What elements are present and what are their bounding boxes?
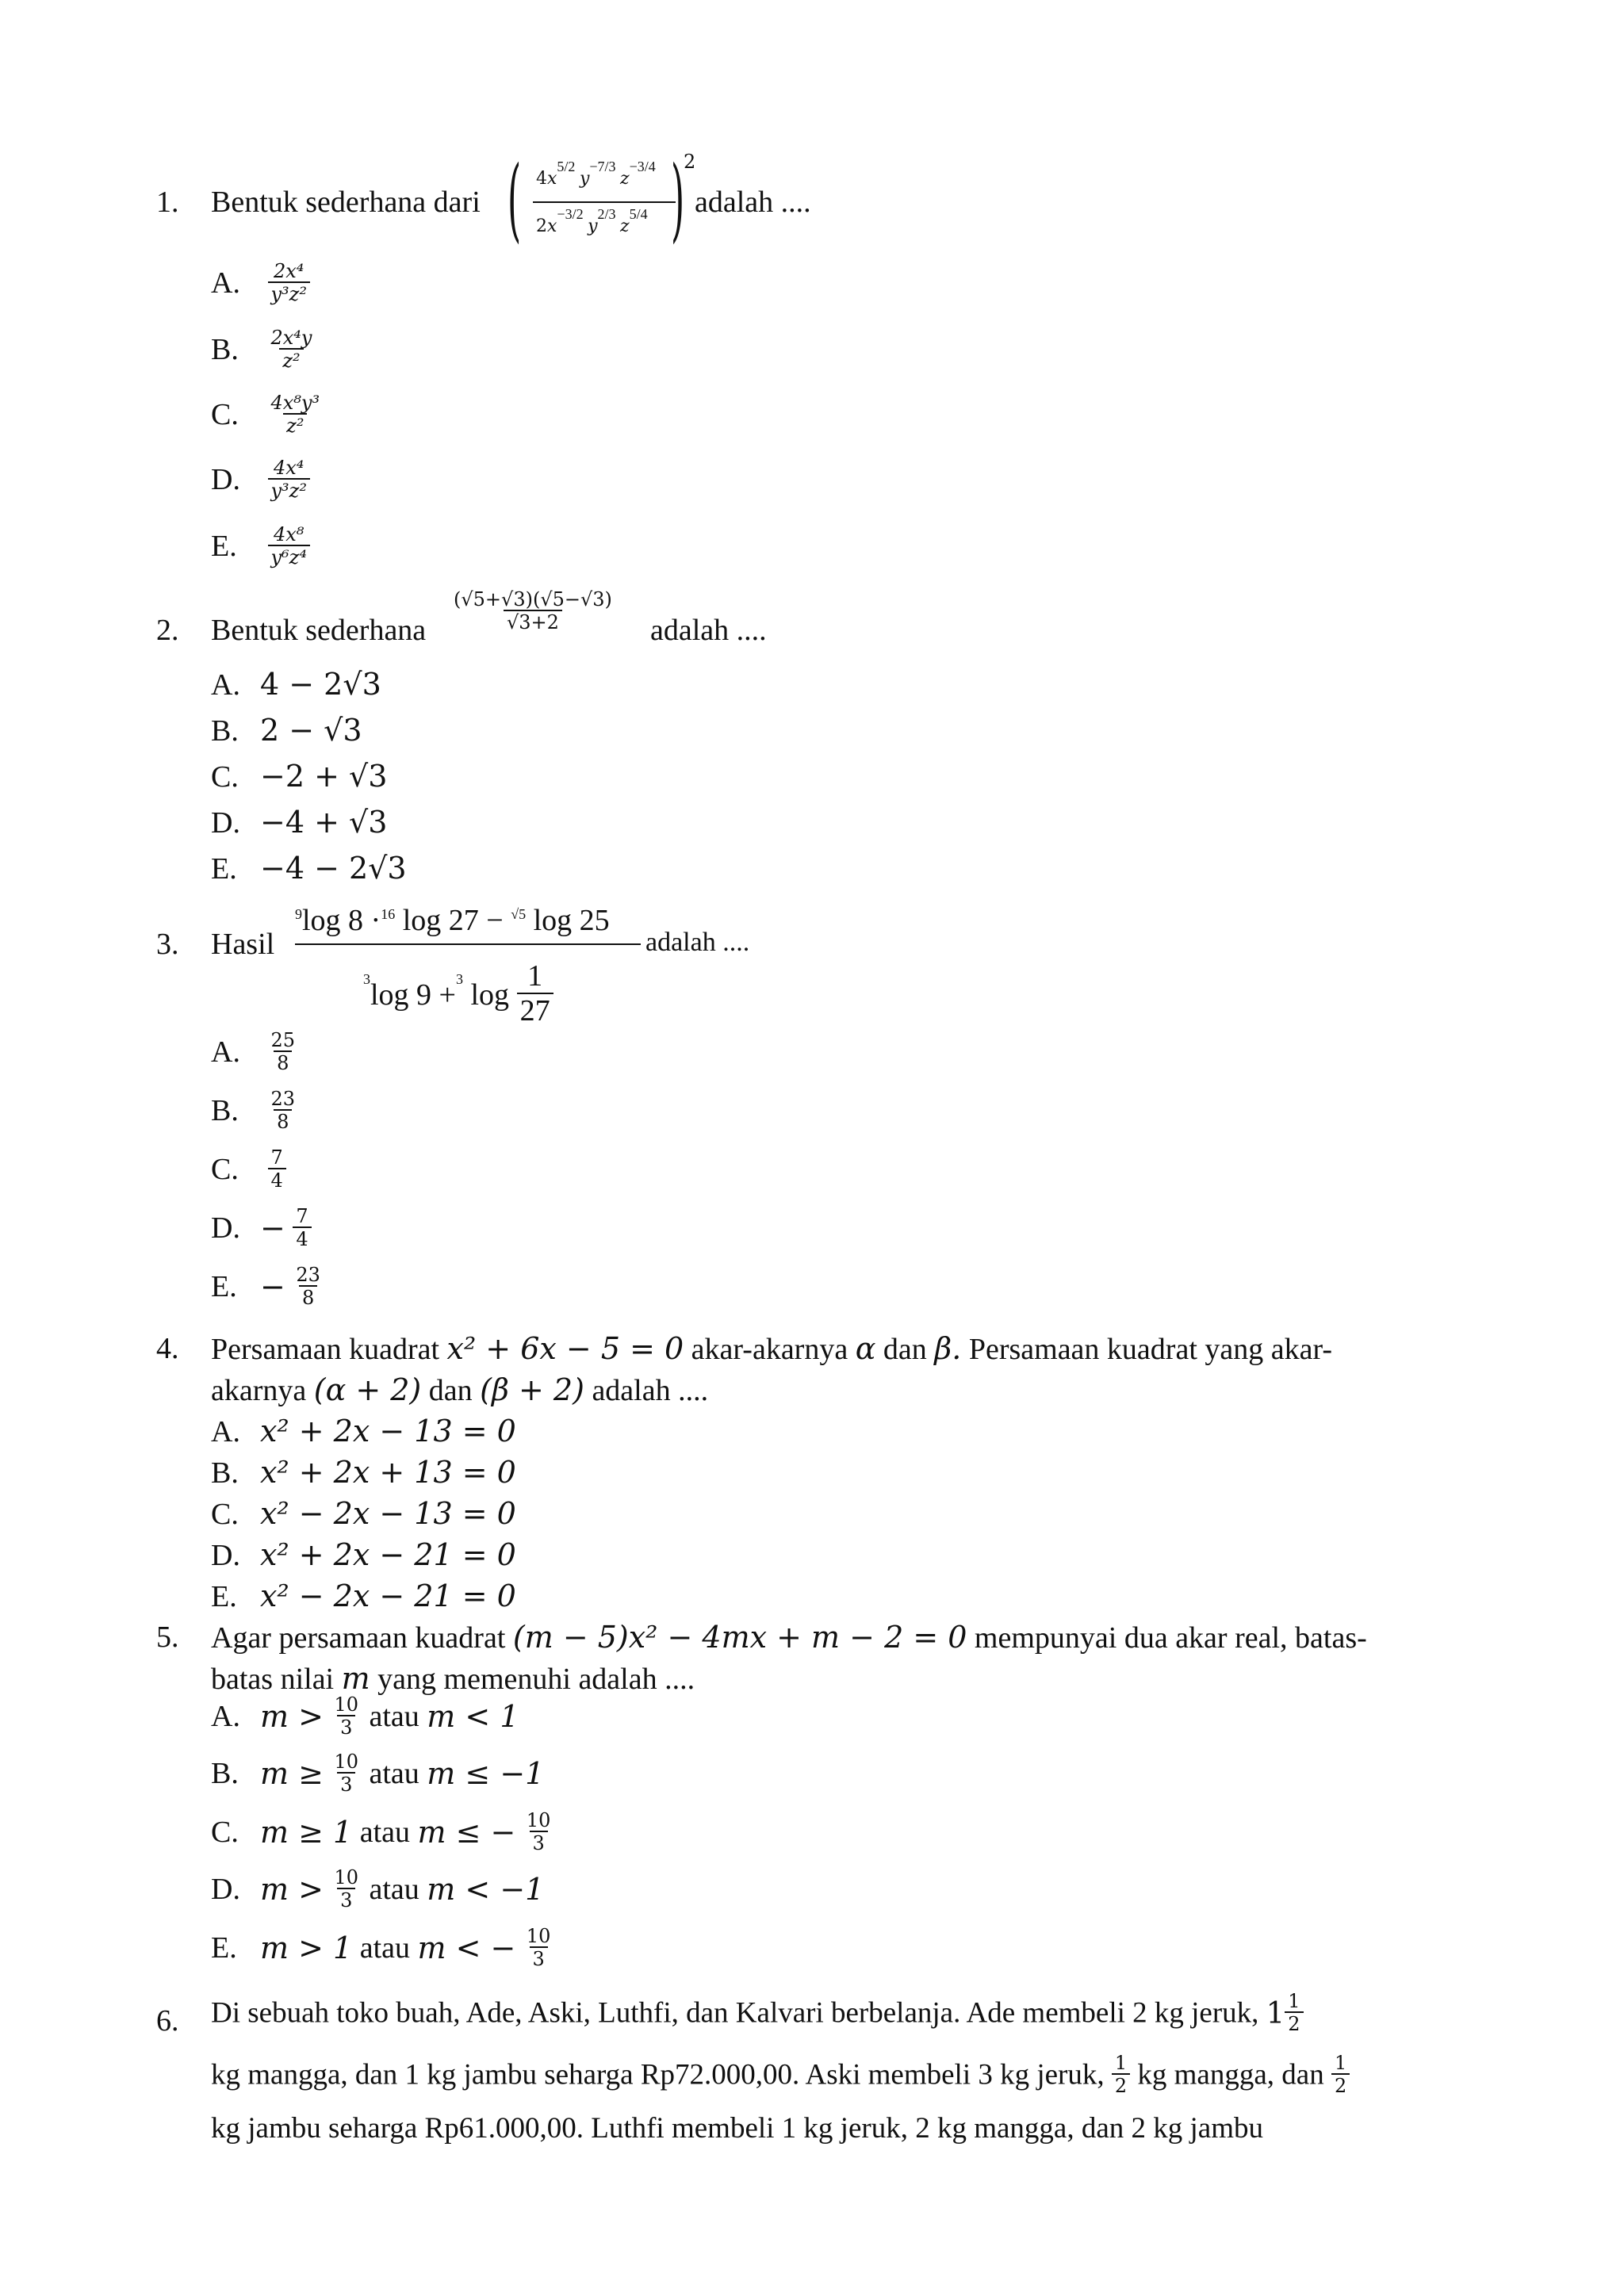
question-text: adalah .... <box>592 1374 709 1407</box>
q3-numerator <box>295 905 610 936</box>
question-5-line-1 <box>211 1622 1367 1653</box>
option-numerator: 7 <box>270 1146 283 1169</box>
option-text: x² + 2x − 21 = 0 <box>260 1537 516 1572</box>
option-denominator: 3 <box>337 1715 355 1738</box>
option-text: −4 − 2√3 <box>260 851 407 886</box>
option-text: x² − 2x − 13 = 0 <box>260 1496 516 1531</box>
question-2-stem <box>211 615 426 645</box>
option-denominator: 3 <box>337 1888 355 1911</box>
q1-numerator: $4x^{5/2}$ $y^{-7/3}$ $z^{-3/4}$ <box>536 159 656 189</box>
fraction-denominator: 2 <box>1331 2073 1350 2096</box>
q5-option-c[interactable] <box>211 1811 553 1854</box>
expression: (β + 2) <box>480 1372 584 1407</box>
question-6-line-2 <box>211 2053 1350 2096</box>
q1-option-e[interactable] <box>211 525 310 568</box>
option-letter: B. <box>211 1456 239 1490</box>
log-base: 3 <box>363 970 370 987</box>
question-4 <box>156 1334 179 1364</box>
question-number: 1. <box>156 186 179 219</box>
expression: (α + 2) <box>313 1372 422 1407</box>
question-text: akarnya <box>211 1374 307 1407</box>
option-letter: E. <box>211 1580 237 1613</box>
option-denominator: y⁶z⁴ <box>268 545 310 568</box>
option-numerator: 2x⁴ <box>274 260 304 282</box>
option-denominator: 8 <box>274 1050 292 1073</box>
option-text: 4 − 2√3 <box>260 667 381 702</box>
q4-option-b[interactable] <box>211 1457 516 1488</box>
option-rhs: m ≤ −1 <box>427 1756 545 1792</box>
option-letter: E. <box>211 1931 237 1965</box>
option-text: x² + 2x − 13 = 0 <box>260 1414 516 1448</box>
option-connector: atau <box>369 1873 419 1907</box>
exp-x: −3/2 <box>557 206 584 222</box>
q5-option-b[interactable] <box>211 1752 544 1795</box>
option-fraction <box>268 328 316 371</box>
log-base: 16 <box>381 906 396 922</box>
option-sign: − <box>260 1269 285 1305</box>
option-letter: E. <box>211 1270 237 1304</box>
option-sign: − <box>260 1211 285 1246</box>
equation: x² + 6x − 5 = 0 <box>446 1331 684 1366</box>
question-5 <box>156 1622 179 1652</box>
option-text: x² − 2x − 21 = 0 <box>260 1578 516 1613</box>
q3-option-c[interactable] <box>211 1148 286 1191</box>
fraction-numerator: 1 <box>1114 2052 1128 2074</box>
option-numerator: 23 <box>296 1264 320 1286</box>
q4-option-e[interactable] <box>211 1578 516 1613</box>
option-letter: C. <box>211 760 239 794</box>
option-letter: A. <box>211 266 240 300</box>
option-letter: C. <box>211 1816 239 1850</box>
option-lhs: m > 1 <box>260 1931 353 1966</box>
expression-fraction <box>450 590 615 633</box>
expression-denominator: √3+2 <box>504 610 562 633</box>
option-numerator: 10 <box>334 1751 358 1773</box>
question-6-line-1 <box>211 1992 1304 2034</box>
option-numerator: 23 <box>270 1088 296 1110</box>
right-paren: ) <box>671 147 685 253</box>
option-numerator: 4x⁴ <box>274 457 304 479</box>
q4-option-a[interactable] <box>211 1416 516 1447</box>
option-letter: A. <box>211 1700 240 1734</box>
option-fraction <box>268 1031 299 1073</box>
option-numerator: 4x⁸ <box>274 523 304 545</box>
option-fraction <box>523 1811 554 1854</box>
option-denominator: z² <box>279 348 303 371</box>
question-text: mempunyai dua akar real, batas- <box>974 1621 1367 1655</box>
option-denominator: y³z² <box>268 478 310 501</box>
option-fraction <box>268 393 324 436</box>
alpha-symbol: α <box>855 1331 876 1366</box>
fraction-denominator: 2 <box>1285 2011 1303 2034</box>
option-letter: D. <box>211 1211 240 1246</box>
option-connector: atau <box>359 1931 411 1965</box>
question-6 <box>156 2006 179 2036</box>
question-number: 5. <box>156 1621 179 1654</box>
variable: m <box>341 1661 370 1696</box>
option-text: x² + 2x + 13 = 0 <box>260 1455 516 1490</box>
question-3 <box>156 929 179 959</box>
question-4-line-2 <box>211 1372 709 1407</box>
fraction-bar <box>533 201 676 203</box>
option-letter: A. <box>211 1415 240 1448</box>
q2-option-b[interactable] <box>211 715 362 746</box>
question-text: dan <box>883 1333 927 1366</box>
question-1-stem <box>211 187 481 217</box>
option-fraction <box>268 458 310 501</box>
option-letter: D. <box>211 1539 240 1572</box>
option-denominator: 3 <box>337 1772 355 1795</box>
option-letter: C. <box>211 398 239 432</box>
option-lhs: m ≥ 1 <box>260 1815 353 1850</box>
question-5-line-2 <box>211 1663 695 1694</box>
question-text: Persamaan kuadrat yang akar- <box>968 1333 1333 1366</box>
q1-expression <box>504 147 696 263</box>
option-fraction <box>268 525 310 568</box>
q5-option-e[interactable] <box>211 1927 553 1969</box>
outer-exponent: 2 <box>684 151 696 173</box>
expression-numerator: (√5+√3)(√5−√3) <box>454 588 612 610</box>
option-denominator: 3 <box>530 1831 548 1854</box>
option-rhs: m < 1 <box>427 1699 519 1735</box>
option-letter: E. <box>211 852 237 886</box>
option-lhs: m > <box>260 1872 324 1908</box>
q3-expression <box>295 904 644 1031</box>
option-fraction <box>268 1089 299 1132</box>
option-letter: B. <box>211 333 239 367</box>
exp-z: 5/4 <box>629 206 648 222</box>
option-rhs: m < − <box>417 1931 516 1966</box>
inner-fraction <box>517 961 553 1027</box>
option-numerator: 10 <box>334 1693 358 1716</box>
question-1-suffix <box>695 187 811 217</box>
option-letter: A. <box>211 668 240 702</box>
question-suffix: adalah .... <box>645 928 750 957</box>
option-denominator: 4 <box>268 1168 286 1191</box>
mixed-whole: 1 <box>1266 1996 1285 2030</box>
option-letter: D. <box>211 1873 240 1907</box>
option-fraction <box>293 1265 324 1308</box>
question-text: Hasil <box>211 928 275 961</box>
question-number: 4. <box>156 1332 179 1365</box>
option-letter: D. <box>211 463 240 497</box>
question-6-line-3 <box>211 2114 1263 2143</box>
question-suffix: adalah .... <box>650 614 767 647</box>
option-numerator: 2x⁴y <box>270 327 312 349</box>
option-rhs: m ≤ − <box>417 1815 516 1850</box>
log-term: log 27 − <box>402 904 504 937</box>
question-1 <box>156 187 179 217</box>
q1-option-a[interactable] <box>211 262 310 304</box>
q5-option-d[interactable] <box>211 1868 544 1911</box>
option-numerator: 25 <box>270 1029 296 1051</box>
option-letter: A. <box>211 1035 240 1070</box>
equation: (m − 5)x² − 4mx + m − 2 = 0 <box>512 1620 967 1655</box>
q1-option-b[interactable] <box>211 328 315 371</box>
option-numerator: 7 <box>296 1205 308 1227</box>
q4-option-c[interactable] <box>211 1498 516 1529</box>
q1-denominator: $2x^{-3/2}$ $y^{2/3}$ $z^{5/4}$ <box>536 206 648 236</box>
option-text: 2 − √3 <box>260 713 362 748</box>
q2-option-c[interactable] <box>211 761 387 792</box>
question-number: 3. <box>156 928 179 961</box>
log-base: 3 <box>456 970 463 987</box>
option-letter: C. <box>211 1153 239 1187</box>
option-letter: B. <box>211 714 239 748</box>
option-letter: D. <box>211 806 240 840</box>
log-term: log 25 <box>533 904 610 937</box>
inner-denominator: 27 <box>517 993 553 1027</box>
option-connector: atau <box>369 1757 419 1791</box>
option-lhs: m > <box>260 1699 324 1735</box>
question-number: 2. <box>156 614 179 647</box>
question-2-suffix <box>650 615 767 645</box>
option-letter: B. <box>211 1094 239 1128</box>
exp-y: −7/3 <box>589 159 616 174</box>
option-numerator: 4x⁸y³ <box>270 392 320 414</box>
question-2 <box>156 615 179 645</box>
option-connector: atau <box>359 1816 411 1850</box>
fraction-numerator: 1 <box>1334 2052 1347 2074</box>
option-fraction <box>268 262 310 304</box>
option-numerator: 10 <box>526 1925 551 1947</box>
option-denominator: 8 <box>299 1285 317 1308</box>
option-fraction <box>268 1148 286 1191</box>
question-text: kg mangga, dan <box>1137 2058 1324 2091</box>
mixed-fraction <box>1285 1992 1303 2034</box>
option-letter: B. <box>211 1757 239 1791</box>
question-text: Di sebuah toko buah, Ade, Aski, Luthfi, dan Kalvari berbelanja. Ade membeli 2 kg jeruk, <box>211 1996 1259 2030</box>
option-denominator: 3 <box>530 1946 548 1969</box>
option-numerator: 10 <box>334 1866 358 1888</box>
option-fraction <box>523 1927 554 1969</box>
option-denominator: 8 <box>274 1109 292 1132</box>
q1-option-c[interactable] <box>211 393 323 436</box>
option-rhs: m < −1 <box>427 1872 545 1908</box>
coef: 4 <box>536 169 547 189</box>
question-text: batas nilai <box>211 1663 335 1696</box>
question-text: kg jambu seharga Rp61.000,00. Luthfi membeli 1 kg jeruk, 2 kg mangga, dan 2 kg jambu <box>211 2112 1263 2145</box>
question-suffix: adalah .... <box>695 186 811 219</box>
question-4-line-1 <box>211 1331 1333 1366</box>
question-text: akar-akarnya <box>691 1333 848 1366</box>
fraction <box>1112 2053 1130 2096</box>
question-text: Agar persamaan kuadrat <box>211 1621 506 1655</box>
option-fraction <box>331 1695 362 1738</box>
q1-option-d[interactable] <box>211 458 310 501</box>
exp-z: −3/4 <box>629 159 656 174</box>
exp-y: 2/3 <box>597 206 616 222</box>
q3-option-e[interactable] <box>211 1265 324 1308</box>
option-fraction <box>293 1207 311 1249</box>
option-fraction <box>331 1752 362 1795</box>
question-text: yang memenuhi adalah .... <box>377 1663 695 1696</box>
log-base: √5 <box>511 906 527 922</box>
fraction <box>1331 2053 1350 2096</box>
option-numerator: 10 <box>526 1809 551 1831</box>
q3-denominator <box>363 945 553 1027</box>
question-text: Bentuk sederhana <box>211 614 427 647</box>
option-text: −2 + √3 <box>260 759 388 794</box>
option-letter: C. <box>211 1498 239 1531</box>
option-text: −4 + √3 <box>260 805 388 840</box>
q5-option-a[interactable] <box>211 1695 519 1738</box>
fraction-denominator: 2 <box>1112 2073 1130 2096</box>
q4-option-d[interactable] <box>211 1537 516 1572</box>
option-connector: atau <box>369 1700 419 1734</box>
question-text: Persamaan kuadrat <box>211 1333 440 1366</box>
question-3-suffix <box>645 929 749 956</box>
option-fraction <box>331 1868 362 1911</box>
coef: 2 <box>536 216 547 236</box>
fraction-numerator: 1 <box>1288 1990 1300 2012</box>
option-denominator: y³z² <box>268 281 310 304</box>
option-lhs: m ≥ <box>260 1756 324 1792</box>
question-text: dan <box>428 1374 473 1407</box>
inner-numerator: 1 <box>527 959 543 993</box>
option-denominator: z² <box>283 413 307 436</box>
log-base: 9 <box>295 906 302 922</box>
q2-expression <box>450 590 615 633</box>
question-text: Bentuk sederhana dari <box>211 186 481 219</box>
q3-option-b[interactable] <box>211 1089 298 1132</box>
left-paren: ( <box>508 147 522 253</box>
q3-option-a[interactable] <box>211 1031 298 1073</box>
beta-symbol: β. <box>934 1331 962 1366</box>
question-text: kg mangga, dan 1 kg jambu seharga Rp72.000,00. Aski membeli 3 kg jeruk, <box>211 2058 1105 2091</box>
question-number: 6. <box>156 2004 179 2038</box>
option-denominator: 4 <box>293 1226 311 1249</box>
exp-x: 5/2 <box>557 159 576 174</box>
option-letter: E. <box>211 530 237 564</box>
log-term: log <box>470 978 510 1012</box>
q3-option-d[interactable] <box>211 1207 312 1249</box>
log-term: log 8 · <box>302 904 381 937</box>
q2-option-a[interactable] <box>211 669 381 700</box>
q2-option-d[interactable] <box>211 807 387 838</box>
question-3-stem <box>211 929 274 959</box>
q2-option-e[interactable] <box>211 853 407 884</box>
log-term: log 9 + <box>370 978 456 1012</box>
